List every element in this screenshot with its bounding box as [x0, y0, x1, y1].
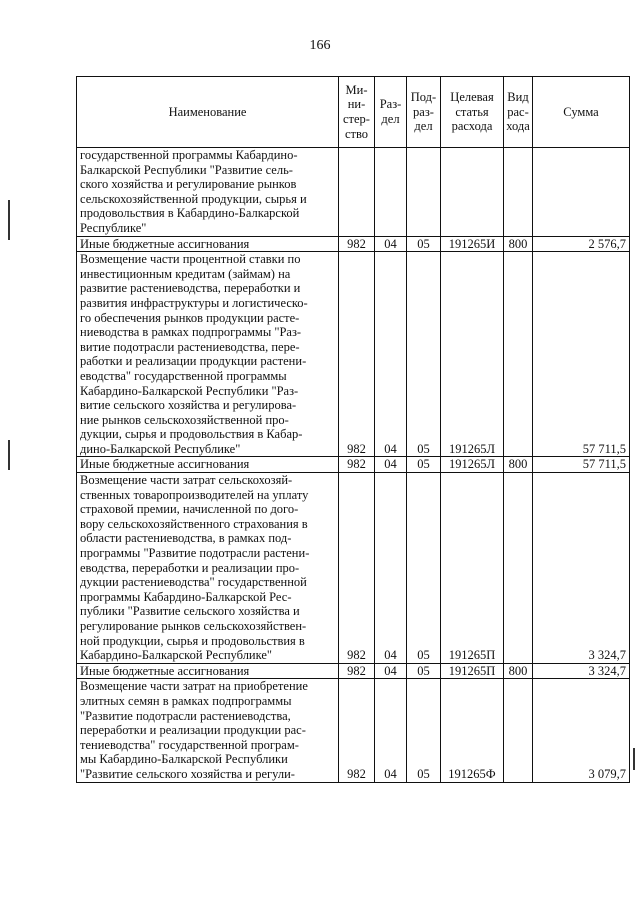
name-line: элитных семян в рамках подпрограммы	[80, 693, 292, 708]
cell-section: 04	[375, 663, 407, 679]
name-line: Балкарской Республики "Развитие сель-	[80, 162, 293, 177]
name-line: программы "Развитие подотрасли растени-	[80, 546, 310, 561]
header-ministry: Ми- ни- стер- ство	[339, 77, 375, 148]
name-line: "Развитие подотрасли растениеводства,	[80, 708, 291, 723]
cell-kind: 800	[504, 236, 533, 252]
cell-name	[77, 457, 339, 473]
cell-subsection: 05	[407, 473, 441, 664]
cell-section: 04	[375, 473, 407, 664]
name-line: вору сельскохозяйственного страхования в	[80, 516, 308, 531]
cell-ministry: 982	[339, 663, 375, 679]
name-line: дукции растениеводства" государственной	[80, 575, 307, 590]
table-row	[77, 663, 630, 679]
name-line: Возмещение части затрат на приобретение	[80, 679, 308, 694]
table-row	[77, 148, 630, 237]
cell-section: 04	[375, 252, 407, 457]
cell-name	[77, 473, 339, 664]
name-line: дукции, сырья и продовольствия в Кабар-	[80, 427, 303, 442]
name-line: регулирование рынков сельскохозяйствен-	[80, 619, 307, 633]
name-line: области растениеводства, в рамках под-	[80, 531, 292, 546]
cell-name	[77, 252, 339, 457]
name-line: ственных товаропроизводителей на уплату	[80, 487, 309, 502]
scan-mark-right	[633, 748, 635, 770]
cell-sum: 57 711,5	[533, 457, 630, 473]
name-line: ние рынков сельскохозяйственной про-	[80, 412, 289, 427]
scan-mark-left-upper	[8, 200, 10, 240]
name-line: сельскохозяйственной продукции, сырья и	[80, 191, 307, 206]
cell-section	[375, 148, 407, 237]
cell-target: 191265И	[441, 236, 504, 252]
cell-ministry	[339, 148, 375, 237]
header-name: Наименование	[77, 77, 339, 148]
table-row	[77, 473, 630, 664]
name-line: еводства" государственной программы	[80, 368, 287, 383]
table-row	[77, 236, 630, 252]
cell-kind: 800	[504, 663, 533, 679]
name-line: го обеспечения рынков продукции расте-	[80, 310, 300, 325]
table-row	[77, 252, 630, 457]
name-line: витие сельского хозяйства и регулирова-	[80, 398, 297, 413]
name-line: развитие растениеводства, переработки и	[80, 281, 301, 296]
name-line: Возмещение части процентной ставки по	[80, 252, 301, 267]
name-line: дино-Балкарской Республике"	[80, 441, 241, 456]
name-line: публики "Развитие сельского хозяйства и	[80, 604, 300, 619]
cell-kind	[504, 148, 533, 237]
header-target: Целевая статья расхода	[441, 77, 504, 148]
table-row	[77, 679, 630, 782]
name-line: Иные бюджетные ассигнования	[80, 236, 250, 251]
name-line: ниеводства в рамках подпрограммы "Раз-	[80, 325, 302, 340]
cell-ministry: 982	[339, 679, 375, 782]
header-kind: Вид рас- хода	[504, 77, 533, 148]
name-line: еводства, переработки и реализации про-	[80, 560, 300, 575]
cell-sum	[533, 148, 630, 237]
name-line: страховой премии, начисленной по дого-	[80, 502, 299, 517]
cell-sum: 57 711,5	[533, 252, 630, 457]
cell-kind	[504, 679, 533, 782]
name-line: Кабардино-Балкарской Республике"	[80, 648, 273, 663]
cell-sum: 2 576,7	[533, 236, 630, 252]
cell-section: 04	[375, 457, 407, 473]
name-line: Иные бюджетные ассигнования	[80, 663, 250, 678]
name-line: "Развитие сельского хозяйства и регули-	[80, 766, 295, 781]
name-line: Республике"	[80, 220, 147, 235]
cell-kind	[504, 252, 533, 457]
cell-subsection	[407, 148, 441, 237]
cell-kind: 800	[504, 457, 533, 473]
cell-target: 191265Л	[441, 252, 504, 457]
cell-target: 191265Л	[441, 457, 504, 473]
name-line: развития инфраструктуры и логистическо-	[80, 295, 308, 310]
cell-name	[77, 148, 339, 237]
name-line: тениеводства" государственной програм-	[80, 737, 299, 752]
name-line: государственной программы Кабардино-	[80, 148, 298, 162]
cell-name	[77, 663, 339, 679]
table-row	[77, 457, 630, 473]
page-number: 166	[309, 38, 331, 53]
scan-mark-left-lower	[8, 440, 10, 470]
cell-target: 191265П	[441, 663, 504, 679]
name-line: инвестиционным кредитам (займам) на	[80, 266, 291, 281]
budget-table	[76, 76, 630, 783]
cell-ministry: 982	[339, 473, 375, 664]
cell-subsection: 05	[407, 236, 441, 252]
name-line: мы Кабардино-Балкарской Республики	[80, 752, 288, 767]
cell-ministry: 982	[339, 252, 375, 457]
name-line: Возмещение части затрат сельскохозяй-	[80, 473, 293, 488]
name-line: программы Кабардино-Балкарской Рес-	[80, 589, 292, 604]
header-sum: Сумма	[533, 77, 630, 148]
cell-target: 191265Ф	[441, 679, 504, 782]
cell-subsection: 05	[407, 679, 441, 782]
header-subsection: Под- раз- дел	[407, 77, 441, 148]
name-line: Кабардино-Балкарской Республики "Раз-	[80, 383, 299, 398]
cell-sum: 3 324,7	[533, 473, 630, 664]
cell-subsection: 05	[407, 457, 441, 473]
cell-target: 191265П	[441, 473, 504, 664]
cell-ministry: 982	[339, 457, 375, 473]
cell-name	[77, 236, 339, 252]
name-line: Иные бюджетные ассигнования	[80, 457, 250, 472]
name-line: ной продукции, сырья и продовольствия в	[80, 633, 305, 648]
cell-section: 04	[375, 236, 407, 252]
name-line: переработки и реализации продукции рас-	[80, 723, 306, 738]
header-section: Раз- дел	[375, 77, 407, 148]
cell-sum: 3 324,7	[533, 663, 630, 679]
cell-name	[77, 679, 339, 782]
cell-target	[441, 148, 504, 237]
name-line: витие подотрасли растениеводства, пере-	[80, 339, 300, 354]
name-line: продовольствия в Кабардино-Балкарской	[80, 206, 300, 221]
cell-subsection: 05	[407, 663, 441, 679]
cell-section: 04	[375, 679, 407, 782]
name-line: работки и реализации продукции растени-	[80, 354, 307, 369]
cell-subsection: 05	[407, 252, 441, 457]
name-line: ского хозяйства и регулирование рынков	[80, 177, 297, 192]
cell-kind	[504, 473, 533, 664]
header-row	[77, 77, 630, 148]
cell-sum: 3 079,7	[533, 679, 630, 782]
cell-ministry: 982	[339, 236, 375, 252]
